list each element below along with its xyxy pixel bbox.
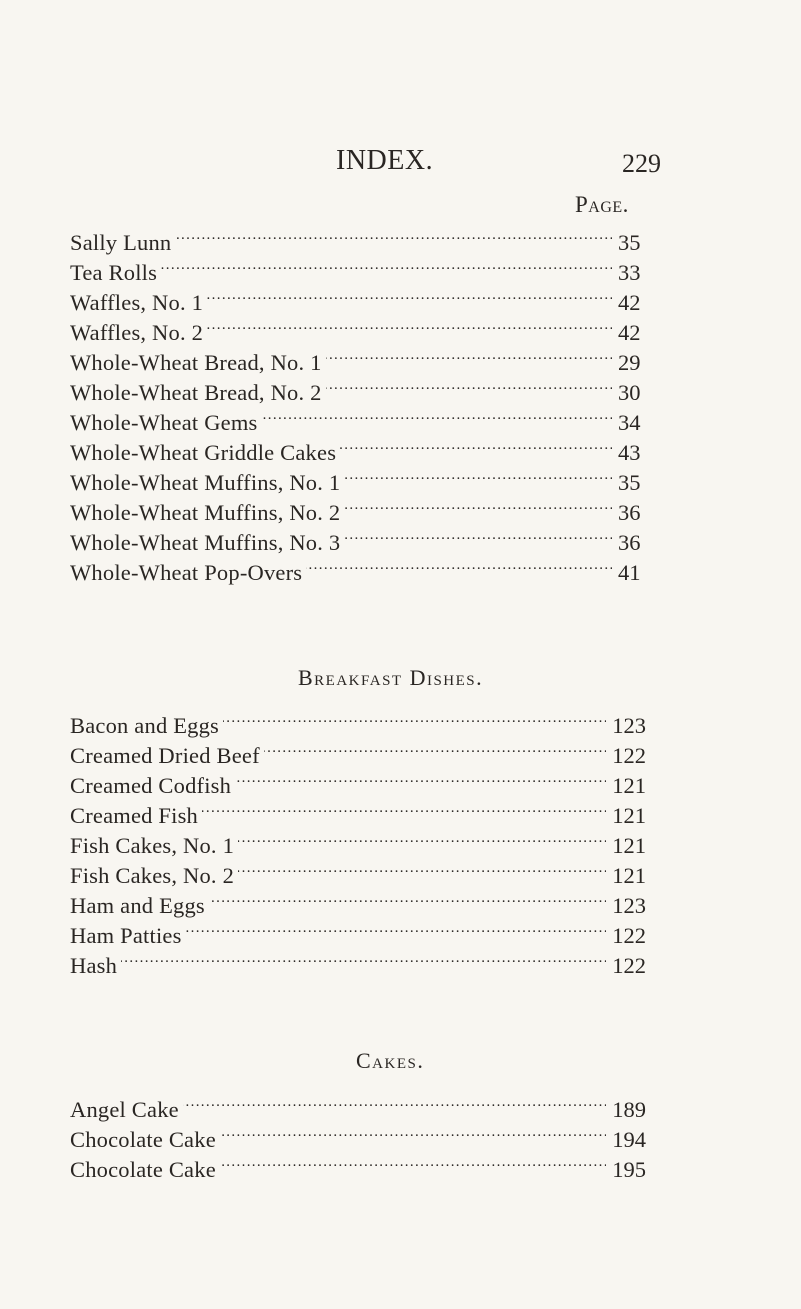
page-column-label: Page. [575, 192, 629, 217]
index-group-breakfast [70, 703, 646, 978]
entry-label: Chocolate Cake [70, 1157, 216, 1182]
entry-label: Whole-Wheat Griddle Cakes [70, 440, 337, 465]
entry-label: Waffles, No. 1 [70, 290, 204, 315]
entry-label: Hash [70, 953, 118, 978]
entry-label: Whole-Wheat Bread, No. 1 [70, 350, 322, 375]
dot-leader [186, 913, 607, 943]
entry-label: Bacon and Eggs [70, 713, 220, 738]
entry-label: Whole-Wheat Bread, No. 2 [70, 380, 322, 405]
dot-leader [220, 1147, 606, 1177]
dot-leader [344, 520, 612, 550]
entry-page: 36 [618, 530, 641, 555]
entry-page: 122 [612, 953, 646, 978]
section-heading-breakfast: Breakfast Dishes. [298, 665, 484, 690]
entry-label: Tea Rolls [70, 260, 158, 285]
entry-label: Creamed Codfish [70, 773, 232, 798]
index-title: INDEX. [336, 145, 434, 176]
entry-label: Fish Cakes, No. 2 [70, 863, 235, 888]
entry-label: Ham Patties [70, 923, 182, 948]
entry-page: 35 [618, 470, 641, 495]
index-group-breads [70, 220, 646, 585]
index-entry [70, 220, 646, 255]
dot-leader [175, 220, 612, 250]
entry-page: 194 [612, 1127, 646, 1152]
entry-page: 189 [612, 1097, 646, 1122]
dot-leader [121, 943, 606, 973]
dot-leader [235, 763, 606, 793]
index-entry [70, 943, 646, 978]
entry-page: 30 [618, 380, 641, 405]
entry-page: 121 [612, 803, 646, 828]
entry-page: 33 [618, 260, 641, 285]
entry-page: 121 [612, 863, 646, 888]
index-group-cakes [70, 1087, 646, 1182]
entry-page: 195 [612, 1157, 646, 1182]
dot-leader [326, 370, 612, 400]
index-entry [70, 1087, 646, 1122]
entry-page: 42 [618, 290, 641, 315]
entry-label: Whole-Wheat Muffins, No. 3 [70, 530, 341, 555]
dot-leader [344, 460, 612, 490]
running-head [0, 145, 801, 185]
entry-page: 121 [612, 773, 646, 798]
entry-label: Fish Cakes, No. 1 [70, 833, 235, 858]
entry-label: Angel Cake [70, 1097, 179, 1122]
dot-leader [223, 703, 606, 733]
dot-leader [262, 400, 613, 430]
entry-label: Whole-Wheat Muffins, No. 2 [70, 500, 341, 525]
dot-leader [238, 853, 606, 883]
entry-label: Waffles, No. 2 [70, 320, 204, 345]
dot-leader [326, 340, 612, 370]
page-number: 229 [622, 149, 661, 178]
entry-page: 29 [618, 350, 641, 375]
entry-label: Creamed Dried Beef [70, 743, 260, 768]
index-entry [70, 703, 646, 738]
dot-leader [207, 280, 612, 310]
entry-label: Whole-Wheat Pop-Overs [70, 560, 303, 585]
entry-page: 123 [612, 713, 646, 738]
dot-leader [306, 550, 612, 580]
entry-page: 121 [612, 833, 646, 858]
dot-leader [344, 490, 612, 520]
dot-leader [209, 883, 606, 913]
dot-leader [264, 733, 606, 763]
dot-leader [183, 1087, 606, 1117]
dot-leader [207, 310, 612, 340]
entry-page: 122 [612, 743, 646, 768]
entry-label: Whole-Wheat Gems [70, 410, 258, 435]
entry-page: 35 [618, 230, 641, 255]
entry-label: Chocolate Cake [70, 1127, 216, 1152]
entry-page: 123 [612, 893, 646, 918]
entry-label: Whole-Wheat Muffins, No. 1 [70, 470, 341, 495]
entry-page: 41 [618, 560, 641, 585]
dot-leader [220, 1117, 606, 1147]
entry-page: 42 [618, 320, 641, 345]
entry-page: 122 [612, 923, 646, 948]
dot-leader [238, 823, 606, 853]
section-heading-cakes: Cakes. [356, 1048, 425, 1073]
entry-page: 34 [618, 410, 641, 435]
dot-leader [202, 793, 606, 823]
entry-page: 43 [618, 440, 641, 465]
entry-label: Creamed Fish [70, 803, 199, 828]
entry-label: Sally Lunn [70, 230, 172, 255]
dot-leader [340, 430, 612, 460]
dot-leader [161, 250, 612, 280]
entry-page: 36 [618, 500, 641, 525]
entry-label: Ham and Eggs [70, 893, 205, 918]
